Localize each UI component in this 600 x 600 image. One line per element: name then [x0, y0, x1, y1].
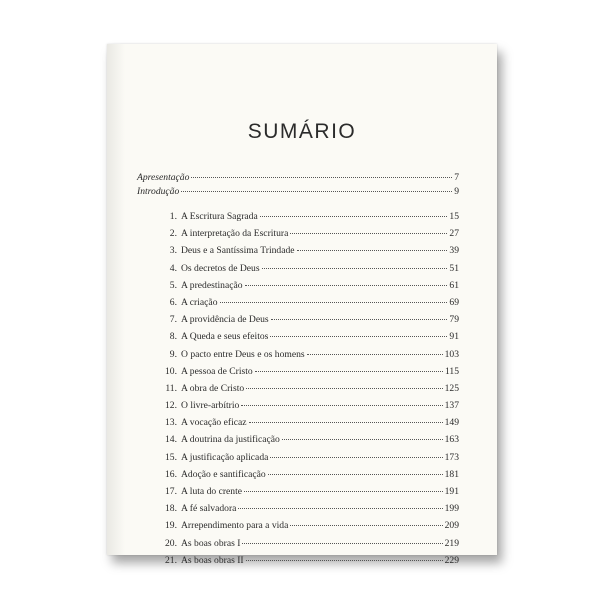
toc-entry-label: Deus e a Santíssima Trindade — [181, 245, 295, 257]
toc-entry-label: A interpretação da Escritura — [181, 228, 289, 240]
toc-entry-page: 69 — [449, 296, 459, 308]
toc-entry-label: A luta do crente — [181, 486, 243, 497]
dot-leader — [255, 371, 443, 372]
toc-entry-chapter — [137, 535, 459, 552]
toc-entry-page: 39 — [449, 245, 459, 257]
front-matter-list — [137, 171, 459, 199]
toc-entry-label: A Queda e seus efeitos — [181, 331, 269, 343]
dot-leader — [242, 543, 442, 544]
toc-entry-front-matter — [137, 171, 459, 185]
toc-entry-label: Apresentação — [137, 172, 190, 183]
toc-entry-chapter — [137, 328, 459, 345]
page-title: SUMÁRIO — [247, 120, 357, 143]
toc-entry-number: 4. — [169, 262, 177, 274]
toc-entry-page: 125 — [444, 382, 459, 394]
toc-entry-page: 115 — [444, 365, 459, 377]
toc-entry-number: 14. — [165, 434, 177, 446]
toc-entry-number: 5. — [169, 279, 177, 291]
toc-entry-chapter — [137, 294, 459, 311]
toc-entry-page: 219 — [444, 537, 459, 549]
toc-entry-label: A pessoa de Cristo — [181, 365, 253, 377]
toc-entry-label: O pacto entre Deus e os homens — [181, 348, 305, 360]
toc-entry-page: 7 — [454, 172, 459, 183]
dot-leader — [260, 216, 448, 217]
toc-entry-page: 181 — [444, 468, 459, 480]
toc-entry-chapter — [137, 260, 459, 277]
dot-leader — [238, 508, 442, 509]
dot-leader — [290, 233, 447, 234]
toc-entry-page: 163 — [444, 434, 459, 446]
toc-entry-chapter — [137, 208, 459, 225]
toc-entry-chapter — [137, 380, 459, 397]
toc-entry-label: As boas obras II — [181, 554, 244, 566]
toc-entry-page: 229 — [444, 554, 459, 566]
toc-entry-chapter — [137, 517, 459, 534]
toc-entry-page: 91 — [449, 331, 459, 343]
dot-leader — [244, 491, 443, 492]
toc-entry-number: 17. — [165, 486, 177, 497]
toc-entry-chapter — [137, 431, 459, 448]
dot-leader — [271, 319, 448, 320]
toc-entry-chapter — [137, 483, 459, 500]
toc-entry-label: O livre-arbítrio — [181, 400, 240, 412]
toc-entry-number: 21. — [165, 554, 177, 566]
toc-entry-number: 6. — [169, 296, 177, 308]
toc-entry-page: 173 — [444, 451, 459, 463]
toc-entry-label: Adoção e santificação — [181, 468, 266, 480]
toc-entry-chapter — [137, 242, 459, 259]
toc-entry-label: Introdução — [137, 186, 180, 197]
toc-entry-number: 7. — [169, 314, 177, 326]
toc-entry-chapter — [137, 225, 459, 242]
toc-entry-chapter — [137, 449, 459, 466]
dot-leader — [220, 302, 448, 303]
toc-entry-number: 16. — [165, 468, 177, 480]
dot-leader — [181, 191, 452, 192]
toc-entry-page: 199 — [444, 503, 459, 515]
toc-entry-page: 27 — [449, 228, 459, 240]
dot-leader — [246, 560, 443, 561]
dot-leader — [191, 177, 452, 178]
toc-entry-chapter — [137, 466, 459, 483]
toc-entry-chapter — [137, 414, 459, 431]
toc-entry-number: 12. — [165, 400, 177, 412]
toc-entry-number: 8. — [169, 331, 177, 343]
toc-entry-page: 103 — [444, 348, 459, 360]
chapter-list — [137, 208, 459, 569]
toc-entry-label: A justificação aplicada — [181, 451, 269, 463]
toc-entry-label: A vocação eficaz — [181, 417, 247, 429]
dot-leader — [268, 474, 443, 475]
toc-entry-number: 18. — [165, 503, 177, 515]
toc-entry-number: 1. — [169, 211, 177, 222]
toc-entry-page: 209 — [444, 520, 459, 532]
toc-entry-label: A fé salvadora — [181, 503, 237, 515]
toc-entry-number: 2. — [169, 228, 177, 240]
toc-entry-page: 15 — [449, 211, 459, 222]
toc-entry-label: As boas obras I — [181, 537, 241, 549]
dot-leader — [270, 336, 447, 337]
toc-entry-page: 61 — [449, 279, 459, 291]
toc-entry-chapter — [137, 363, 459, 380]
toc-entry-page: 79 — [449, 314, 459, 326]
toc-entry-label: A doutrina da justificação — [181, 434, 280, 446]
toc-entry-label: Arrependimento para a vida — [181, 520, 289, 532]
toc-entry-label: A criação — [181, 296, 218, 308]
dot-leader — [262, 268, 448, 269]
dot-leader — [246, 388, 442, 389]
dot-leader — [249, 422, 443, 423]
dot-leader — [290, 525, 442, 526]
dot-leader — [297, 250, 448, 251]
toc-entry-number: 11. — [165, 382, 177, 394]
toc-entry-chapter — [137, 397, 459, 414]
toc-entry-chapter — [137, 500, 459, 517]
toc-entry-label: A predestinação — [181, 279, 243, 291]
toc-entry-label: A providência de Deus — [181, 314, 269, 326]
toc-entry-page: 149 — [444, 417, 459, 429]
toc-entry-number: 9. — [169, 348, 177, 360]
toc-entry-page: 9 — [454, 186, 459, 197]
toc-entry-label: A Escritura Sagrada — [181, 211, 258, 222]
toc-entry-page: 137 — [444, 400, 459, 412]
toc-entry-chapter — [137, 277, 459, 294]
toc-entry-number: 10. — [165, 365, 177, 377]
toc-entry-chapter — [137, 552, 459, 569]
dot-leader — [241, 405, 442, 406]
book-page — [107, 44, 497, 566]
toc-entry-number: 19. — [165, 520, 177, 532]
toc-entry-label: Os decretos de Deus — [181, 262, 260, 274]
dot-leader — [245, 285, 448, 286]
toc-entry-number: 15. — [165, 451, 177, 463]
toc-entry-chapter — [137, 311, 459, 328]
toc-entry-label: A obra de Cristo — [181, 382, 245, 394]
dot-leader — [307, 354, 443, 355]
toc-entry-number: 20. — [165, 537, 177, 549]
toc-entry-chapter — [137, 346, 459, 363]
toc-entry-number: 3. — [169, 245, 177, 257]
dot-leader — [270, 457, 442, 458]
toc-entry-page: 51 — [449, 262, 459, 274]
dot-leader — [282, 439, 443, 440]
toc-entry-number: 13. — [165, 417, 177, 429]
toc-entry-front-matter — [137, 185, 459, 199]
toc-entry-page: 191 — [444, 486, 459, 497]
